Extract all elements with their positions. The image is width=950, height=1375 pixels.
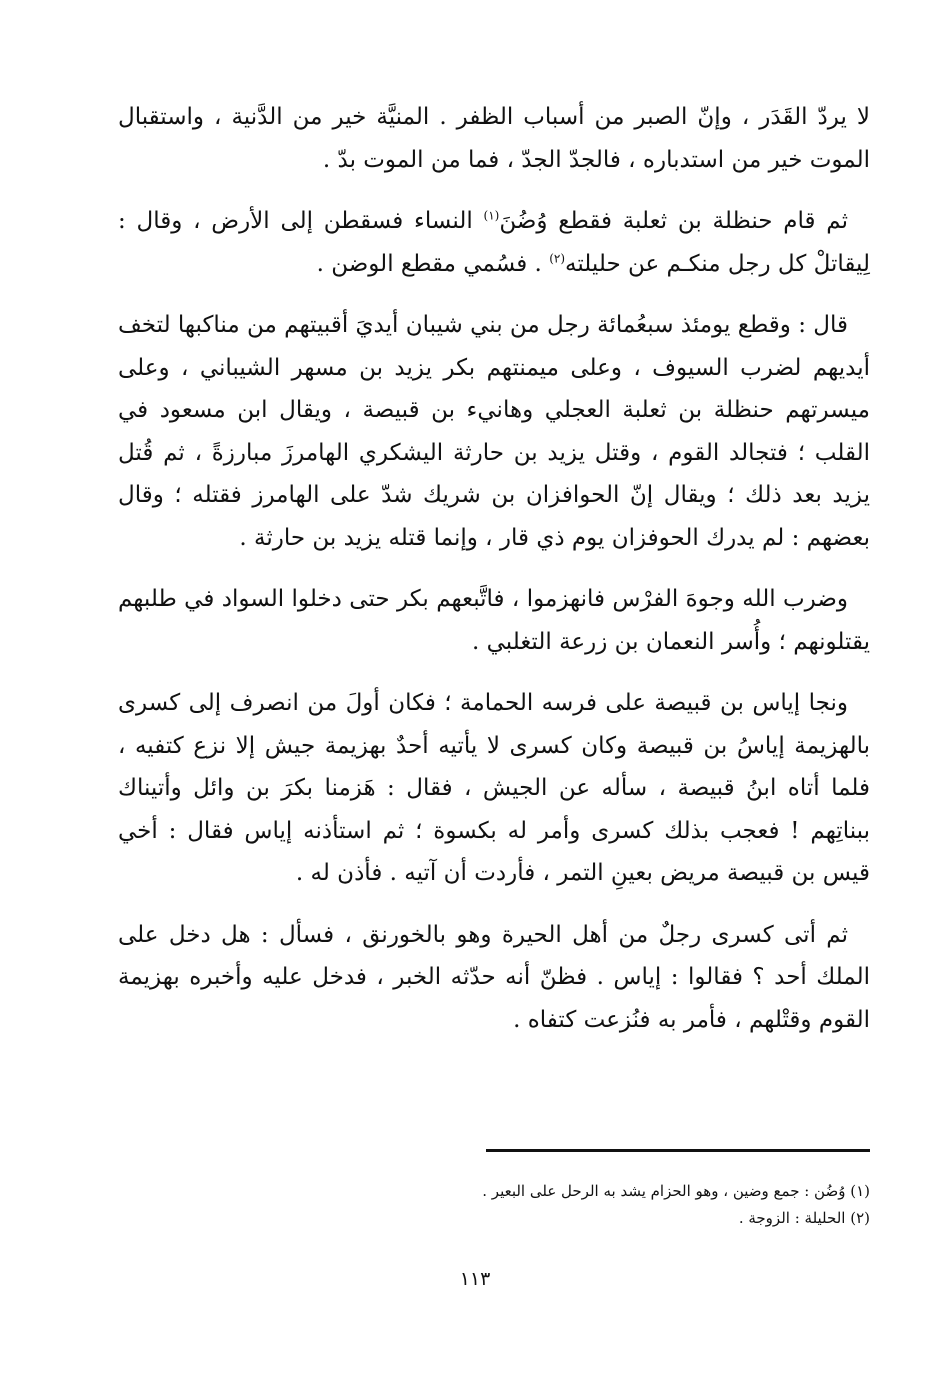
- paragraph-2-part-3: . فسُمي مقطع الوضن .: [316, 250, 550, 277]
- paragraph-6: ثم أتى كسرى رجلٌ من أهل الحيرة وهو بالخورنق ، فسأل : هل دخل على الملك أحد ؟ فقالوا : إياس . فظنّ أنه حدّثه الخبر ، فدخل عليه وأخبره بهزيمة القوم وقتْلهم ، فأمر به فنُزعت كتفاه .: [118, 921, 870, 1033]
- paragraph-2-part-1: ثم قام حنظلة بن ثعلبة فقطع وُضُنَ: [499, 208, 848, 234]
- footnote-divider: [486, 1149, 870, 1152]
- main-text: [118, 96, 870, 1060]
- footnote-2: (٢) الحليلة : الزوجة .: [738, 1209, 870, 1227]
- paragraph-4: وضرب الله وجوهَ الفرْس فانهزموا ، فاتَّبعهم بكر حتى دخلوا السواد في طلبهم يقتلونهم ؛ وأُسر النعمان بن زرعة التغلبي .: [118, 586, 870, 655]
- footnote-ref-2: (٢): [549, 250, 566, 265]
- paragraph-3: قال : وقطع يومئذ سبعُمائة رجل من بني شيبان أيديَ أقبيتهم من مناكبها لتخف أيديهم لضرب السيوف ، وعلى ميمنتهم بكر يزيد بن مسهر الشيباني ، وعلى ميسرتهم حنظلة بن ثعلبة العجلي وهانيء بن قبيصة ، ويقال ابن مسعود في القلب ؛ فتجالد القوم ، وقتل يزيد بن حارثة اليشكري الهامرزَ مبارزةً ، ثم قُتل يزيد بعد ذلك ؛ ويقال إنّ الحوافزان بن شريك شدّ على الهامرز فقتله ؛ وقال بعضهم : لم يدرك الحوفزان يوم ذي قار ، وإنما قتله يزيد بن حارثة .: [118, 312, 870, 551]
- footnote-ref-1: (١): [483, 208, 500, 223]
- footnotes: [118, 1178, 870, 1232]
- paragraph-1: لا يردّ القَدَر ، وإنّ الصبر من أسباب الظفر . المنيَّة خير من الدَّنية ، واستقبال الموت خير من استدباره ، فالجدّ الجدّ ، فما من الموت بدّ .: [118, 104, 870, 173]
- page-number: ١١٣: [459, 1268, 491, 1290]
- paragraph-5: ونجا إياس بن قبيصة على فرسه الحمامة ؛ فكان أولَ من انصرف إلى كسرى بالهزيمة إياسُ بن قبيصة وكان كسرى لا يأتيه أحدٌ بهزيمة جيش إلا نزع كتفيه ، فلما أتاه ابنُ قبيصة ، سأله عن الجيش ، فقال : هَزمنا بكرَ بن وائل وأتيناك ببناتِهم ! فعجب بذلك كسرى وأمر له بكسوة ؛ ثم استأذنه إياس فقال : أخي قيس بن قبيصة مريض بعينِ التمر ، فأردت أن آتيه . فأذن له .: [118, 690, 870, 886]
- paragraph-2-part-2: النساء فسقطن إلى الأرض ، وقال : لِيقاتلْ كل رجل منكـم عن حليلته: [118, 208, 870, 277]
- paragraph-2: [118, 200, 870, 285]
- footnote-1: (١) وُضُن : جمع وضين ، وهو الحزام يشد به الرحل على البعير .: [482, 1182, 870, 1200]
